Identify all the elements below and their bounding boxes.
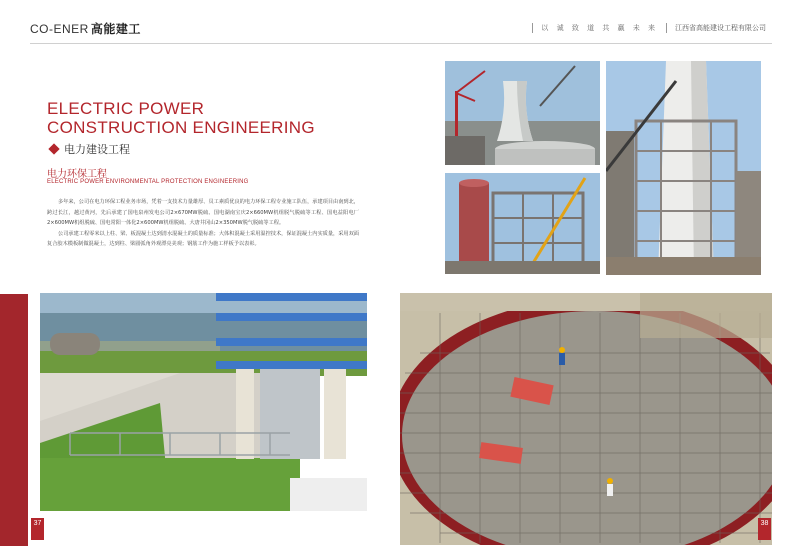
paragraph-2: 公司承建工程零米以上柱、梁、板混凝土达到清水混凝土的质量标准；大体积混凝土采用温控技术，保证混凝土内实质量，采用双面复合胶木模板制做混凝土，达到柱、梁圆弧角外观漂亮美观；钢筋工作为施工样板予以表彰。 — [47, 230, 359, 247]
logo-cn: 高能建工 — [90, 22, 141, 36]
header-rule-right — [400, 43, 772, 44]
decorative-red-bar — [0, 294, 28, 546]
paragraph-1: 多年来，公司在电力环保工程业务市场，凭着一支技术力量雄厚、员工素质优良的电力环保工程专业施工队伍，承建项目由南到北，跨过长江，越过黄河，先后承建了国电泉州发电公司2×670MW脱硫、国电湖南宝庆2×660MW机组脱气脱硫等工程、国电益阳电厂2×600MW机组脱硫、国电常阳一体化2×600MW机组脱硫、大唐井冈山2×350MW脱气脱硫等工程。 — [47, 199, 359, 226]
section-title-en — [47, 99, 315, 137]
photo-chimney-structure — [606, 61, 761, 275]
subtitle-cn: 电力环保工程 — [47, 169, 107, 180]
photo-cooling-tower — [445, 61, 600, 165]
photo-rebar-foundation — [400, 293, 772, 545]
divider — [532, 23, 533, 33]
diamond-icon — [48, 143, 59, 154]
company-name: 江西省高能建设工程有限公司 — [675, 24, 766, 32]
header-bar — [532, 23, 766, 33]
page-number-right — [758, 518, 771, 540]
section-title-cn — [50, 141, 130, 157]
title-cn-text: 电力建设工程 — [64, 143, 130, 156]
logo-latin: CO-ENER — [30, 22, 89, 36]
company-logo — [30, 20, 141, 37]
photo-desulfurization-tower — [445, 173, 600, 274]
subtitle-en: ELECTRIC POWER ENVIRONMENTAL PROTECTION ENGINEERING — [47, 179, 249, 185]
page-number-right-text: 38 — [760, 520, 769, 527]
title-line-2: CONSTRUCTION ENGINEERING — [47, 118, 315, 137]
page-number-left-text: 37 — [33, 520, 42, 527]
divider — [666, 23, 667, 33]
body-text — [47, 197, 359, 250]
slogan: 以 诚 致 道 共 赢 未 来 — [541, 24, 658, 32]
title-line-1: ELECTRIC POWER — [47, 99, 205, 118]
photo-water-treatment — [40, 293, 367, 511]
header-rule-left — [30, 43, 400, 44]
page-number-left — [31, 518, 44, 540]
